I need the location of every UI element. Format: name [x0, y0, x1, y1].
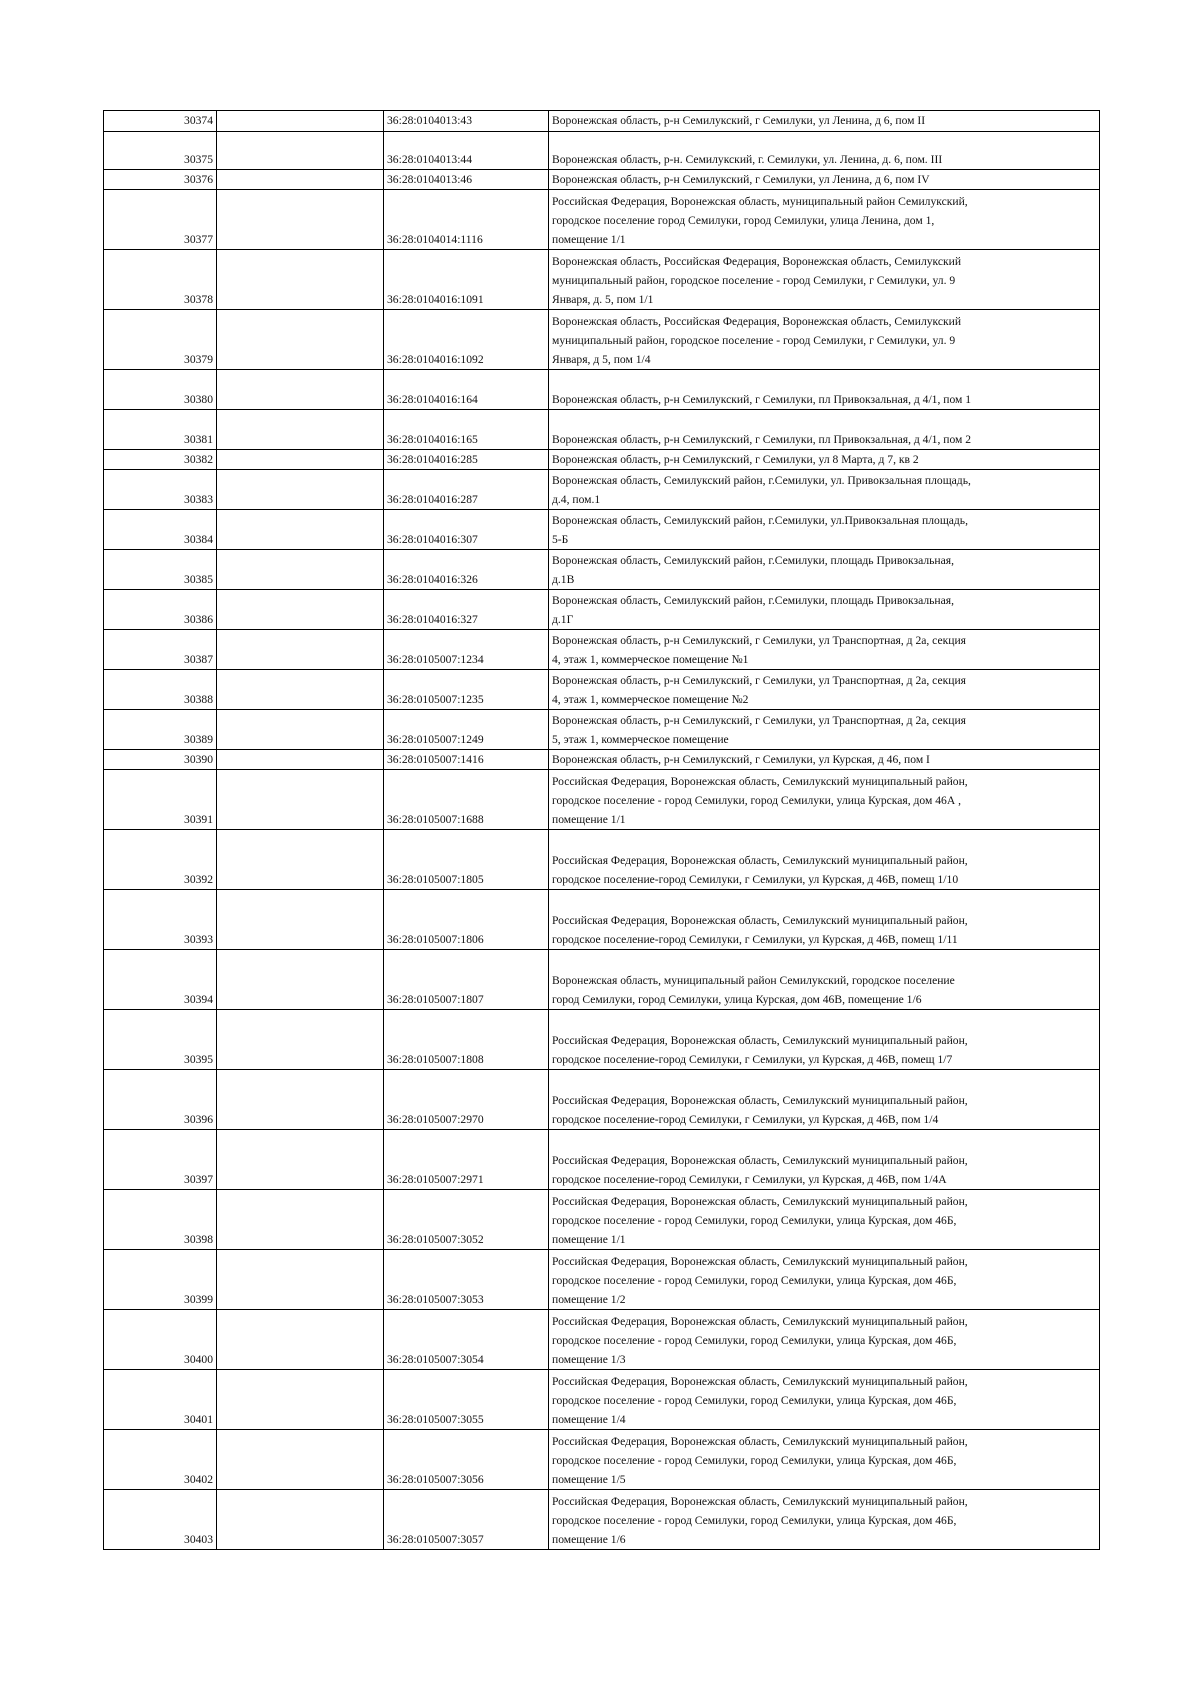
address-line: Российская Федерация, Воронежская область, Семилукский муниципальный район,: [552, 1034, 968, 1047]
address-cell: [549, 190, 1100, 250]
table-row: [104, 710, 1100, 750]
table-row: [104, 470, 1100, 510]
table-row: [104, 670, 1100, 710]
table-row: [104, 450, 1100, 470]
address-line: городское поселение - город Семилуки, город Семилуки, улица Курская, дом 46Б,: [552, 1274, 957, 1287]
address-line: помещение 1/1: [552, 233, 626, 246]
row-number-cell: 30401: [104, 1370, 217, 1430]
address-line: д.1В: [552, 573, 575, 586]
table-row: [104, 170, 1100, 190]
row-number-cell: 30374: [104, 111, 217, 132]
table-row: [104, 1490, 1100, 1550]
address-line: Российская Федерация, Воронежская область, Семилукский муниципальный район,: [552, 1495, 968, 1508]
row-number-cell: 30398: [104, 1190, 217, 1250]
row-number-cell: 30382: [104, 450, 217, 470]
address-line: городское поселение-город Семилуки, г Семилуки, ул Курская, д 46В, помещ 1/11: [552, 933, 958, 946]
cadastral-number-cell: 36:28:0104013:44: [384, 132, 549, 170]
address-line: 5-Б: [552, 533, 569, 546]
empty-cell: [217, 310, 384, 370]
address-line: городское поселение-город Семилуки, г Семилуки, ул Курская, д 46В, помещ 1/10: [552, 873, 959, 886]
address-cell: [549, 450, 1100, 470]
address-line: Января, д. 5, пом 1/1: [552, 293, 654, 306]
address-line: Воронежская область, Семилукский район, г.Семилуки, ул.Привокзальная площадь,: [552, 514, 968, 527]
address-line: город Семилуки, город Семилуки, улица Курская, дом 46В, помещение 1/6: [552, 993, 922, 1006]
address-line: городское поселение - город Семилуки, город Семилуки, улица Курская, дом 46А ,: [552, 794, 961, 807]
address-line: Воронежская область, Российская Федерация, Воронежская область, Семилукский: [552, 255, 962, 268]
address-line: Российская Федерация, Воронежская область, Семилукский муниципальный район,: [552, 1154, 968, 1167]
address-line: городское поселение-город Семилуки, г Семилуки, ул Курская, д 46В, пом 1/4А: [552, 1173, 947, 1186]
row-number-cell: 30386: [104, 590, 217, 630]
empty-cell: [217, 630, 384, 670]
address-line: Воронежская область, р-н Семилукский, г Семилуки, ул 8 Марта, д 7, кв 2: [552, 453, 919, 466]
address-cell: [549, 590, 1100, 630]
empty-cell: [217, 1070, 384, 1130]
address-cell: [549, 550, 1100, 590]
empty-cell: [217, 890, 384, 950]
cadastral-number-cell: 36:28:0105007:3057: [384, 1490, 549, 1550]
address-cell: [549, 370, 1100, 410]
table-row: [104, 132, 1100, 170]
cadastral-number-cell: 36:28:0105007:1234: [384, 630, 549, 670]
row-number-cell: 30390: [104, 750, 217, 770]
cadastral-number-cell: 36:28:0105007:3056: [384, 1430, 549, 1490]
empty-cell: [217, 590, 384, 630]
address-cell: [549, 310, 1100, 370]
address-line: помещение 1/6: [552, 1533, 626, 1546]
cadastral-number-cell: 36:28:0104016:1091: [384, 250, 549, 310]
address-line: Воронежская область, Российская Федерация, Воронежская область, Семилукский: [552, 315, 962, 328]
empty-cell: [217, 770, 384, 830]
address-cell: [549, 250, 1100, 310]
table-row: [104, 1130, 1100, 1190]
address-cell: [549, 1250, 1100, 1310]
address-line: муниципальный район, городское поселение - город Семилуки, г Семилуки, ул. 9: [552, 274, 956, 287]
empty-cell: [217, 1190, 384, 1250]
empty-cell: [217, 1310, 384, 1370]
empty-cell: [217, 190, 384, 250]
cadastral-number-cell: 36:28:0104016:327: [384, 590, 549, 630]
table-row: [104, 550, 1100, 590]
property-registry-table: [103, 110, 1100, 1550]
address-line: Воронежская область, Семилукский район, г.Семилуки, ул. Привокзальная площадь,: [552, 474, 971, 487]
address-cell: [549, 1190, 1100, 1250]
cadastral-number-cell: 36:28:0104016:307: [384, 510, 549, 550]
address-line: Воронежская область, р-н Семилукский, г Семилуки, ул Транспортная, д 2а, секция: [552, 634, 966, 647]
address-line: городское поселение - город Семилуки, город Семилуки, улица Курская, дом 46Б,: [552, 1394, 957, 1407]
cadastral-number-cell: 36:28:0104016:165: [384, 410, 549, 450]
address-cell: [549, 670, 1100, 710]
empty-cell: [217, 670, 384, 710]
address-line: городское поселение - город Семилуки, город Семилуки, улица Курская, дом 46Б,: [552, 1214, 957, 1227]
address-line: Российская Федерация, Воронежская область, Семилукский муниципальный район,: [552, 1195, 968, 1208]
table-row: [104, 370, 1100, 410]
address-line: д.4, пом.1: [552, 493, 601, 506]
empty-cell: [217, 1370, 384, 1430]
row-number-cell: 30388: [104, 670, 217, 710]
address-line: городское поселение-город Семилуки, г Семилуки, ул Курская, д 46В, пом 1/4: [552, 1113, 939, 1126]
address-line: городское поселение город Семилуки, город Семилуки, улица Ленина, дом 1,: [552, 214, 935, 227]
address-cell: [549, 1490, 1100, 1550]
address-line: Российская Федерация, Воронежская область, Семилукский муниципальный район,: [552, 775, 968, 788]
address-cell: [549, 890, 1100, 950]
table-row: [104, 890, 1100, 950]
address-line: городское поселение - город Семилуки, город Семилуки, улица Курская, дом 46Б,: [552, 1454, 957, 1467]
table-row: [104, 250, 1100, 310]
address-line: помещение 1/3: [552, 1353, 626, 1366]
address-line: Воронежская область, р-н Семилукский, г Семилуки, ул Транспортная, д 2а, секция: [552, 674, 966, 687]
empty-cell: [217, 750, 384, 770]
address-line: Воронежская область, Семилукский район, г.Семилуки, площадь Привокзальная,: [552, 594, 955, 607]
address-line: Российская Федерация, Воронежская область, Семилукский муниципальный район,: [552, 1435, 968, 1448]
cadastral-number-cell: 36:28:0104013:46: [384, 170, 549, 190]
cadastral-number-cell: 36:28:0104016:1092: [384, 310, 549, 370]
row-number-cell: 30389: [104, 710, 217, 750]
empty-cell: [217, 1430, 384, 1490]
address-line: Российская Федерация, Воронежская область, муниципальный район Семилукский,: [552, 195, 968, 208]
address-cell: [549, 470, 1100, 510]
table-row: [104, 1190, 1100, 1250]
address-line: помещение 1/5: [552, 1473, 626, 1486]
cadastral-number-cell: 36:28:0105007:1235: [384, 670, 549, 710]
table-row: [104, 950, 1100, 1010]
empty-cell: [217, 1250, 384, 1310]
row-number-cell: 30381: [104, 410, 217, 450]
table-row: [104, 310, 1100, 370]
address-cell: [549, 1070, 1100, 1130]
table-row: [104, 1370, 1100, 1430]
table-row: [104, 1070, 1100, 1130]
empty-cell: [217, 410, 384, 450]
cadastral-number-cell: 36:28:0105007:3054: [384, 1310, 549, 1370]
cadastral-number-cell: 36:28:0104016:285: [384, 450, 549, 470]
address-line: муниципальный район, городское поселение - город Семилуки, г Семилуки, ул. 9: [552, 334, 956, 347]
table-row: [104, 1430, 1100, 1490]
row-number-cell: 30399: [104, 1250, 217, 1310]
row-number-cell: 30403: [104, 1490, 217, 1550]
address-line: Воронежская область, Семилукский район, г.Семилуки, площадь Привокзальная,: [552, 554, 955, 567]
cadastral-number-cell: 36:28:0105007:1808: [384, 1010, 549, 1070]
cadastral-number-cell: 36:28:0104013:43: [384, 111, 549, 132]
cadastral-number-cell: 36:28:0105007:2971: [384, 1130, 549, 1190]
empty-cell: [217, 950, 384, 1010]
address-line: Воронежская область, р-н Семилукский, г Семилуки, ул Курская, д 46, пом I: [552, 753, 930, 766]
table-row: [104, 590, 1100, 630]
table-row: [104, 750, 1100, 770]
address-line: Воронежская область, р-н Семилукский, г Семилуки, пл Привокзальная, д 4/1, пом 1: [552, 393, 972, 406]
empty-cell: [217, 450, 384, 470]
table-row: [104, 410, 1100, 450]
address-cell: [549, 830, 1100, 890]
empty-cell: [217, 1130, 384, 1190]
address-cell: [549, 710, 1100, 750]
empty-cell: [217, 510, 384, 550]
address-cell: [549, 410, 1100, 450]
address-cell: [549, 1430, 1100, 1490]
address-line: Января, д 5, пом 1/4: [552, 353, 651, 366]
cadastral-number-cell: 36:28:0105007:3055: [384, 1370, 549, 1430]
row-number-cell: 30380: [104, 370, 217, 410]
table-row: [104, 1310, 1100, 1370]
cadastral-number-cell: 36:28:0104016:287: [384, 470, 549, 510]
registry-body: [104, 111, 1100, 1550]
address-cell: [549, 770, 1100, 830]
cadastral-number-cell: 36:28:0105007:2970: [384, 1070, 549, 1130]
address-cell: [549, 1010, 1100, 1070]
empty-cell: [217, 470, 384, 510]
empty-cell: [217, 132, 384, 170]
table-row: [104, 630, 1100, 670]
row-number-cell: 30402: [104, 1430, 217, 1490]
empty-cell: [217, 710, 384, 750]
cadastral-number-cell: 36:28:0105007:3053: [384, 1250, 549, 1310]
row-number-cell: 30397: [104, 1130, 217, 1190]
address-line: Российская Федерация, Воронежская область, Семилукский муниципальный район,: [552, 1255, 968, 1268]
address-cell: [549, 1130, 1100, 1190]
address-line: Российская Федерация, Воронежская область, Семилукский муниципальный район,: [552, 1375, 968, 1388]
row-number-cell: 30376: [104, 170, 217, 190]
address-cell: [549, 170, 1100, 190]
cadastral-number-cell: 36:28:0104014:1116: [384, 190, 549, 250]
row-number-cell: 30393: [104, 890, 217, 950]
row-number-cell: 30377: [104, 190, 217, 250]
table-row: [104, 510, 1100, 550]
address-line: 4, этаж 1, коммерческое помещение №2: [552, 693, 749, 706]
address-line: 5, этаж 1, коммерческое помещение: [552, 733, 729, 746]
row-number-cell: 30383: [104, 470, 217, 510]
address-cell: [549, 1370, 1100, 1430]
table-row: [104, 770, 1100, 830]
empty-cell: [217, 250, 384, 310]
cadastral-number-cell: 36:28:0104016:164: [384, 370, 549, 410]
address-line: городское поселение - город Семилуки, город Семилуки, улица Курская, дом 46Б,: [552, 1334, 957, 1347]
empty-cell: [217, 370, 384, 410]
table-row: [104, 830, 1100, 890]
address-cell: [549, 510, 1100, 550]
address-line: д.1Г: [552, 613, 574, 626]
address-line: городское поселение - город Семилуки, город Семилуки, улица Курская, дом 46Б,: [552, 1514, 957, 1527]
cadastral-number-cell: 36:28:0105007:1805: [384, 830, 549, 890]
address-line: Воронежская область, муниципальный район Семилукский, городское поселение: [552, 974, 955, 987]
address-line: Воронежская область, р-н Семилукский, г Семилуки, ул Ленина, д 6, пом IV: [552, 173, 930, 186]
row-number-cell: 30378: [104, 250, 217, 310]
cadastral-number-cell: 36:28:0105007:1807: [384, 950, 549, 1010]
cadastral-number-cell: 36:28:0105007:1249: [384, 710, 549, 750]
row-number-cell: 30391: [104, 770, 217, 830]
row-number-cell: 30400: [104, 1310, 217, 1370]
address-line: городское поселение-город Семилуки, г Семилуки, ул Курская, д 46В, помещ 1/7: [552, 1053, 953, 1066]
empty-cell: [217, 111, 384, 132]
row-number-cell: 30375: [104, 132, 217, 170]
table-row: [104, 1250, 1100, 1310]
address-line: Воронежская область, р-н Семилукский, г Семилуки, ул Транспортная, д 2а, секция: [552, 714, 966, 727]
address-line: Российская Федерация, Воронежская область, Семилукский муниципальный район,: [552, 1094, 968, 1107]
row-number-cell: 30396: [104, 1070, 217, 1130]
row-number-cell: 30387: [104, 630, 217, 670]
table-row: [104, 190, 1100, 250]
address-cell: [549, 132, 1100, 170]
table-row: [104, 111, 1100, 132]
address-line: Российская Федерация, Воронежская область, Семилукский муниципальный район,: [552, 1315, 968, 1328]
cadastral-number-cell: 36:28:0105007:1806: [384, 890, 549, 950]
empty-cell: [217, 1490, 384, 1550]
address-line: Воронежская область, р-н. Семилукский, г. Семилуки, ул. Ленина, д. 6, пом. III: [552, 153, 943, 166]
address-line: помещение 1/1: [552, 1233, 626, 1246]
document-page: [103, 110, 1100, 1550]
address-cell: [549, 1310, 1100, 1370]
address-line: 4, этаж 1, коммерческое помещение №1: [552, 653, 749, 666]
cadastral-number-cell: 36:28:0105007:1416: [384, 750, 549, 770]
address-cell: [549, 630, 1100, 670]
address-line: помещение 1/1: [552, 813, 626, 826]
empty-cell: [217, 1010, 384, 1070]
row-number-cell: 30379: [104, 310, 217, 370]
address-cell: [549, 950, 1100, 1010]
row-number-cell: 30394: [104, 950, 217, 1010]
address-line: Воронежская область, р-н Семилукский, г Семилуки, ул Ленина, д 6, пом II: [552, 114, 926, 127]
row-number-cell: 30385: [104, 550, 217, 590]
address-line: Российская Федерация, Воронежская область, Семилукский муниципальный район,: [552, 854, 968, 867]
table-row: [104, 1010, 1100, 1070]
address-line: помещение 1/4: [552, 1413, 626, 1426]
address-line: Российская Федерация, Воронежская область, Семилукский муниципальный район,: [552, 914, 968, 927]
empty-cell: [217, 550, 384, 590]
address-cell: [549, 111, 1100, 132]
address-line: помещение 1/2: [552, 1293, 626, 1306]
row-number-cell: 30392: [104, 830, 217, 890]
cadastral-number-cell: 36:28:0105007:1688: [384, 770, 549, 830]
cadastral-number-cell: 36:28:0105007:3052: [384, 1190, 549, 1250]
address-line: Воронежская область, р-н Семилукский, г Семилуки, пл Привокзальная, д 4/1, пом 2: [552, 433, 972, 446]
row-number-cell: 30384: [104, 510, 217, 550]
empty-cell: [217, 830, 384, 890]
address-cell: [549, 750, 1100, 770]
empty-cell: [217, 170, 384, 190]
cadastral-number-cell: 36:28:0104016:326: [384, 550, 549, 590]
row-number-cell: 30395: [104, 1010, 217, 1070]
